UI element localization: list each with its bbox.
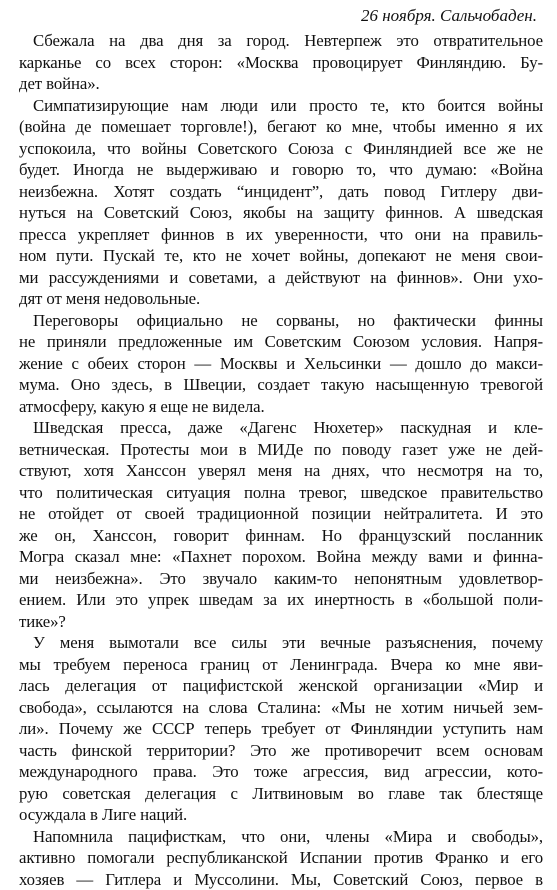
text-line: лась делегация от пацифистской женской организации «Мир и [19,675,543,697]
text-line: Переговоры официально не сорваны, но фактически финны [19,310,543,332]
text-line: ми рассуждениями и советами, а действуют на финнов». Они ухо- [19,267,543,289]
text-line: карканье со всех сторон: «Москва провоцирует Финляндию. Бу- [19,52,543,74]
paragraph [19,310,543,418]
paragraph [19,632,543,826]
text-line: будет. Иногда не выдерживаю и говорю то, что думаю: «Война [19,159,543,181]
text-line: дет война». [19,73,543,95]
text-line: хозяев — Гитлера и Муссолини. Мы, Советский Союз, первое в [19,869,543,890]
text-line: ствуют, хотя Ханссон уверял меня на днях, что несмотря на то, [19,460,543,482]
text-line: Шведская пресса, даже «Дагенс Нюхетер» паскудная и кле- [19,417,543,439]
paragraph [19,95,543,310]
text-line: Сбежала на два дня за город. Невтерпеж это отвратительное [19,30,543,52]
text-line: Симпатизирующие нам люди или просто те, кто боится войны [19,95,543,117]
text-line: рую советская делегация с Литвиновым во главе так блестяще [19,783,543,805]
text-line: активно помогали республиканской Испании против Франко и его [19,847,543,869]
text-line: нуться на Советский Союз, якобы на защиту финнов. А шведская [19,202,543,224]
paragraph [19,30,543,95]
paragraph [19,826,543,890]
text-line: мы требуем переноса границ от Ленинграда. Вчера ко мне яви- [19,654,543,676]
text-line: ли». Почему же СССР теперь требует от Финляндии уступить нам [19,718,543,740]
text-line: ном пути. Пускай те, кто не хочет войны, допекают не меня свои- [19,245,543,267]
text-line: не приняли предложенные им Советским Союзом условия. Напря- [19,331,543,353]
text-line: Напомнила пацифисткам, что они, члены «Мира и свободы», [19,826,543,848]
text-line: дят от меня недовольные. [19,288,543,310]
text-line: мума. Оно здесь, в Швеции, создает такую насыщенную тревогой [19,374,543,396]
text-line: же он, Ханссон, говорит финнам. Но французский посланник [19,525,543,547]
text-line: неизбежна. Хотят создать “инцидент”, дать повод Гитлеру дви- [19,181,543,203]
page-header-date: 26 ноября. Сальчобаден. [361,6,537,26]
paragraph [19,417,543,632]
text-line: свобода», ссылаются на слова Сталина: «Мы не хотим ничьей зем- [19,697,543,719]
text-line: У меня вымотали все силы эти вечные разъяснения, почему [19,632,543,654]
text-line: жение с обеих сторон — Москвы и Хельсинки — дошло до макси- [19,353,543,375]
text-line: пресса укрепляет финнов в их уверенности, что они на правиль- [19,224,543,246]
body-text [19,30,543,890]
text-line: ветническая. Протесты мои в МИДе по поводу газет уже не дей- [19,439,543,461]
text-line: (война де помешает торговле!), бегают ко мне, чтобы именно я их [19,116,543,138]
text-line: Могра сказал мне: «Пахнет порохом. Война между вами и финна- [19,546,543,568]
text-line: не отойдет от своей традиционной позиции нейтралитета. И это [19,503,543,525]
text-line: осуждала в Лиге наций. [19,804,543,826]
text-line: тике»? [19,611,543,633]
text-line: ми неизбежна». Это звучало каким-то непонятным удовлетвор- [19,568,543,590]
text-line: атмосферу, какую я еще не видела. [19,396,543,418]
text-line: что политическая ситуация полна тревог, шведское правительство [19,482,543,504]
text-line: ением. Или это упрек шведам за их инертность в «большой поли- [19,589,543,611]
text-line: часть финской территории? Это же противоречит всем основам [19,740,543,762]
text-line: успокоила, что войны Советского Союза с Финляндией все же не [19,138,543,160]
text-line: международного права. Это тоже агрессия, вид агрессии, кото- [19,761,543,783]
